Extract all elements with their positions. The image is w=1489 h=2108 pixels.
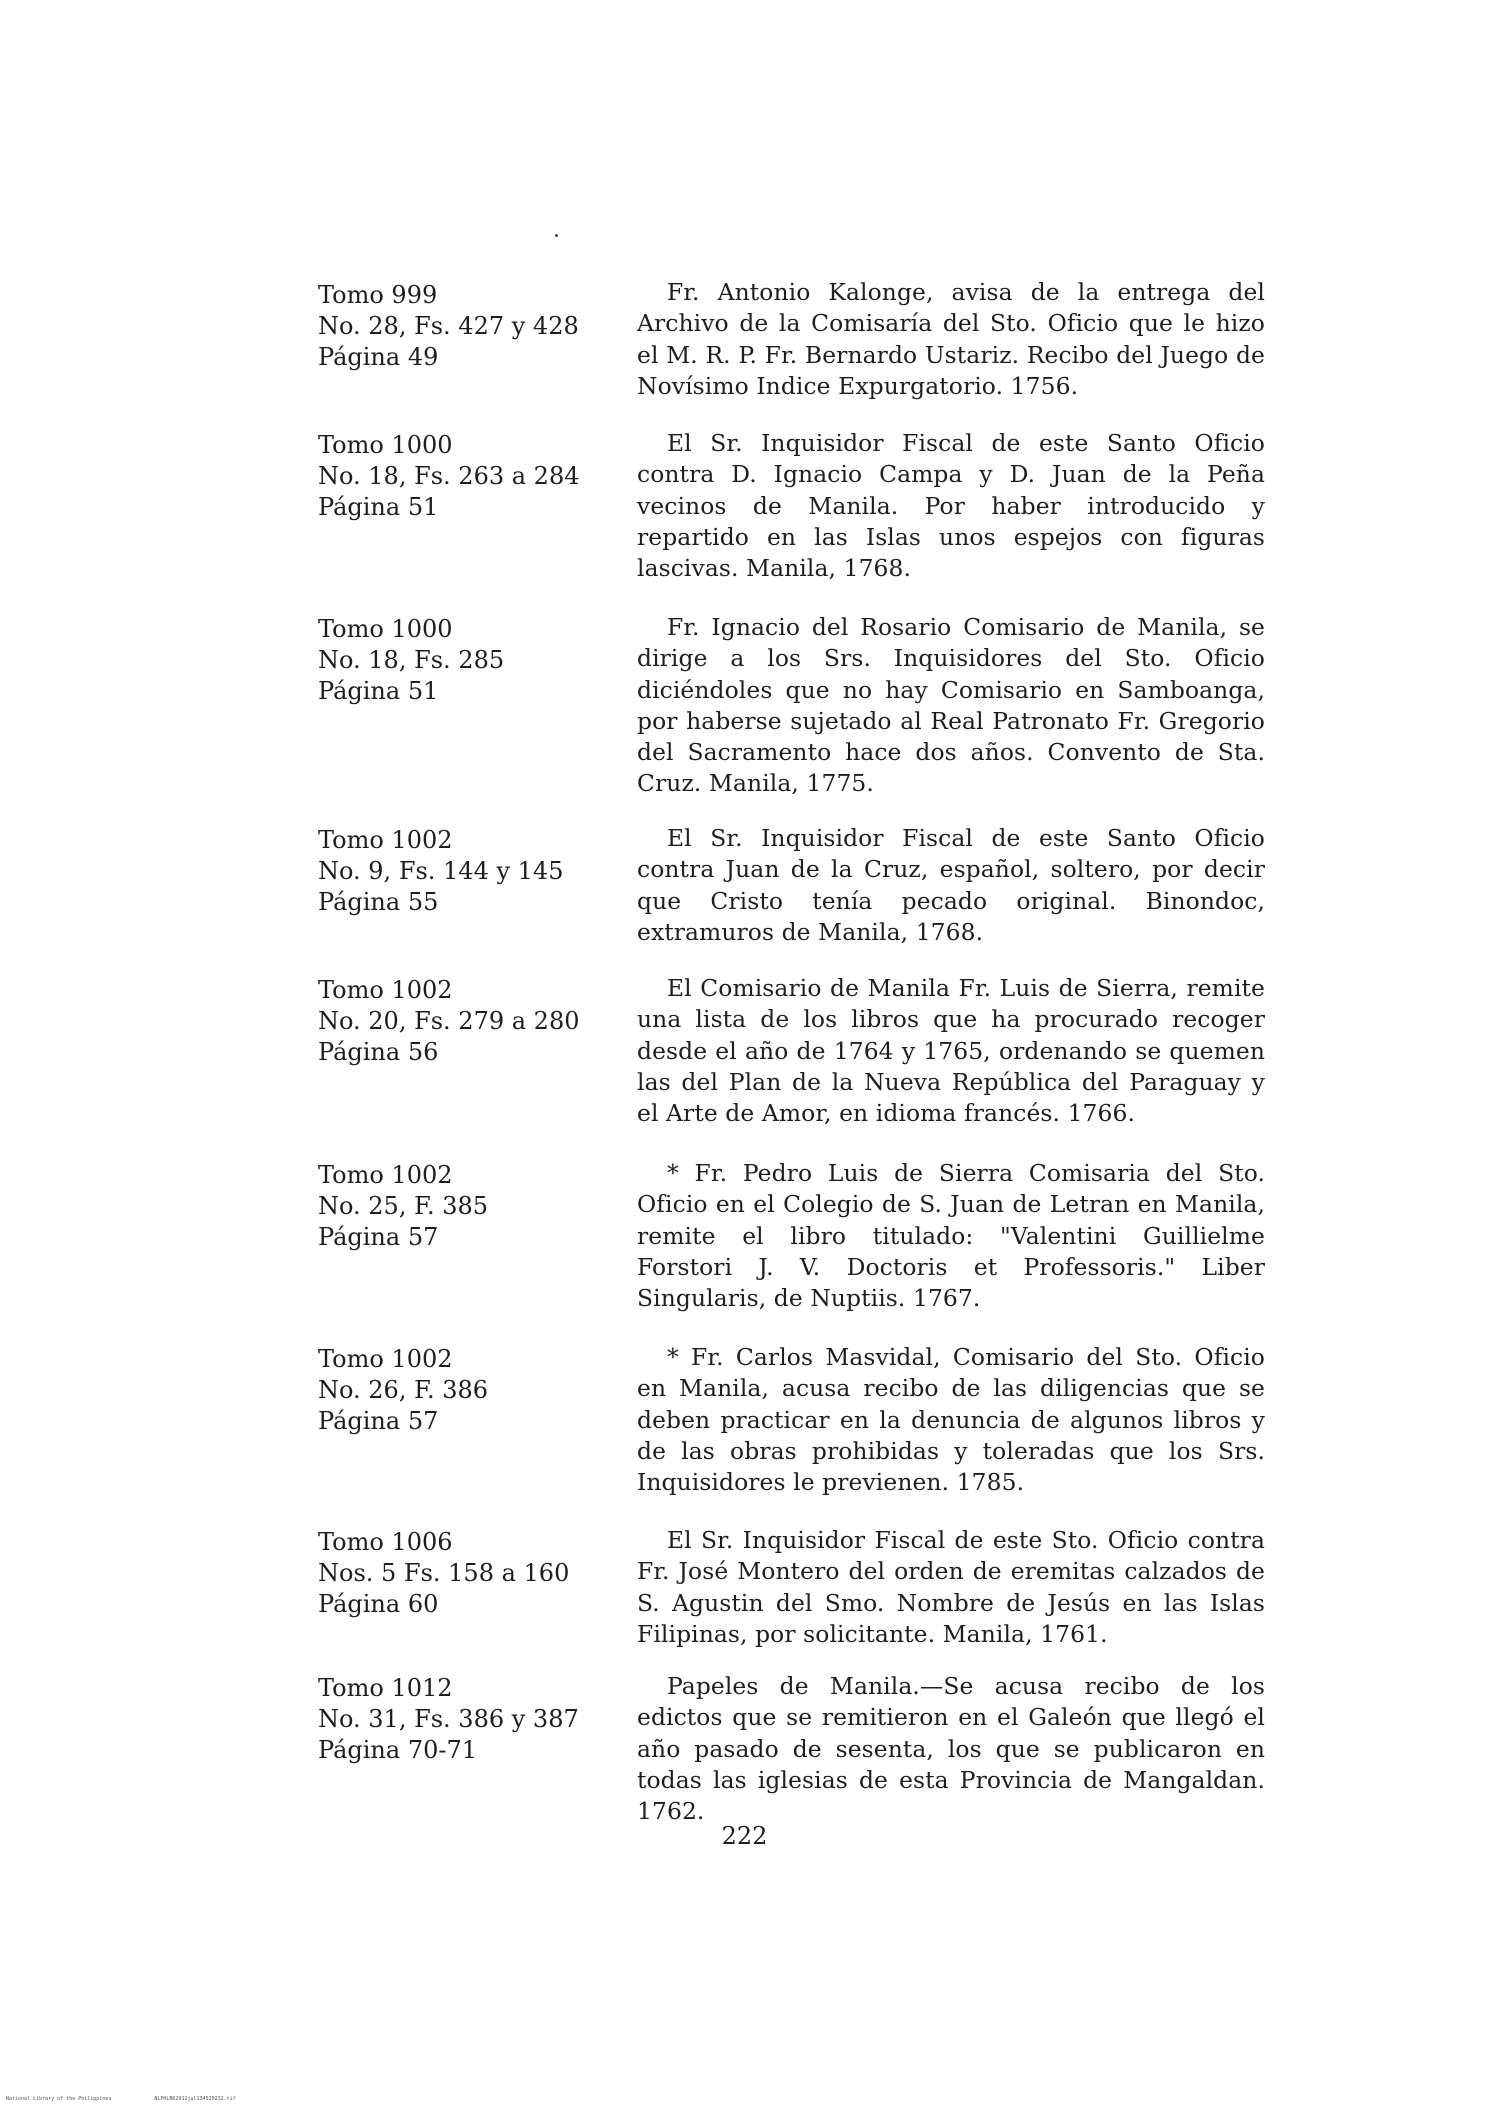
pagina-line: Página 70-71	[318, 1736, 477, 1764]
folio-line: No. 20, Fs. 279 a 280	[318, 1007, 580, 1035]
pagina-line: Página 57	[318, 1407, 439, 1435]
entry-description: * Fr. Pedro Luis de Sierra Comisaria del Sto. Oficio en el Colegio de S. Juan de Letran en Manila, remite el libro titulado: "Valentini Guillielme Forstori J. V. Doctoris et Professoris." Liber Singularis, de Nuptiis. 1767.	[637, 1159, 1265, 1313]
entry-description: El Comisario de Manila Fr. Luis de Sierra, remite una lista de los libros que ha procurado recoger desde el año de 1764 y 1765, ordenando se quemen las del Plan de la Nueva República del Paraguay y el Arte de Amor, en idioma francés. 1766.	[637, 974, 1265, 1128]
tomo-line: Tomo 999	[318, 281, 438, 309]
entry-description: El Sr. Inquisidor Fiscal de este Sto. Oficio contra Fr. José Montero del orden de eremitas calzados de S. Agustin del Smo. Nombre de Jesús en las Islas Filipinas, por solicitante. Manila, 1761.	[637, 1526, 1265, 1648]
pagina-line: Página 60	[318, 1590, 439, 1618]
folio-line: No. 18, Fs. 263 a 284	[318, 462, 580, 490]
entry-reference	[318, 1344, 618, 1437]
entry-reference	[318, 1527, 618, 1620]
folio-line: No. 9, Fs. 144 y 145	[318, 857, 564, 885]
entry-reference	[318, 825, 618, 918]
tomo-line: Tomo 1002	[318, 826, 453, 854]
page-speck	[555, 234, 558, 237]
tomo-line: Tomo 1002	[318, 1161, 453, 1189]
entry-reference	[318, 975, 618, 1068]
folio-line: No. 28, Fs. 427 y 428	[318, 312, 579, 340]
tomo-line: Tomo 1006	[318, 1528, 453, 1556]
pagina-line: Página 56	[318, 1038, 439, 1066]
entry-reference	[318, 1160, 618, 1253]
folio-line: No. 26, F. 386	[318, 1376, 489, 1404]
page-number: 222	[721, 1822, 768, 1850]
entry-description: El Sr. Inquisidor Fiscal de este Santo Oficio contra D. Ignacio Campa y D. Juan de la Peña vecinos de Manila. Por haber introducido y repartido en las Islas unos espejos con figuras lascivas. Manila, 1768.	[637, 429, 1265, 583]
folio-line: No. 31, Fs. 386 y 387	[318, 1705, 579, 1733]
entry-reference	[318, 1673, 618, 1766]
pagina-line: Página 51	[318, 493, 439, 521]
folio-line: Nos. 5 Fs. 158 a 160	[318, 1559, 570, 1587]
tomo-line: Tomo 1002	[318, 1345, 453, 1373]
folio-line: No. 25, F. 385	[318, 1192, 489, 1220]
entry-description: El Sr. Inquisidor Fiscal de este Santo Oficio contra Juan de la Cruz, español, soltero, por decir que Cristo tenía pecado original. Binondoc, extramuros de Manila, 1768.	[637, 824, 1265, 946]
pagina-line: Página 51	[318, 677, 439, 705]
entry-reference	[318, 614, 618, 707]
tomo-line: Tomo 1000	[318, 615, 453, 643]
entry-description: * Fr. Carlos Masvidal, Comisario del Sto. Oficio en Manila, acusa recibo de las diligencias que se deben practicar en la denuncia de algunos libros y de las obras prohibidas y toleradas que los Srs. Inquisidores le previenen. 1785.	[637, 1343, 1265, 1497]
library-credit: National Library of the Philippines	[6, 2096, 112, 2102]
tomo-line: Tomo 1012	[318, 1674, 453, 1702]
scan-filename: NLPHLBK2012jul134520232.tif	[154, 2096, 236, 2102]
pagina-line: Página 49	[318, 343, 439, 371]
scan-footer	[6, 2096, 276, 2102]
pagina-line: Página 55	[318, 888, 439, 916]
entry-description: Fr. Ignacio del Rosario Comisario de Manila, se dirige a los Srs. Inquisidores del Sto. Oficio diciéndoles que no hay Comisario en Samboanga, por haberse sujetado al Real Patronato Fr. Gregorio del Sacramento hace dos años. Convento de Sta. Cruz. Manila, 1775.	[637, 613, 1265, 798]
entry-description: Fr. Antonio Kalonge, avisa de la entrega del Archivo de la Comisaría del Sto. Oficio que le hizo el M. R. P. Fr. Bernardo Ustariz. Recibo del Juego de Novísimo Indice Expurgatorio. 1756.	[637, 278, 1265, 400]
tomo-line: Tomo 1002	[318, 976, 453, 1004]
entry-reference	[318, 430, 618, 523]
folio-line: No. 18, Fs. 285	[318, 646, 505, 674]
tomo-line: Tomo 1000	[318, 431, 453, 459]
entry-description: Papeles de Manila.—Se acusa recibo de los edictos que se remitieron en el Galeón que llegó el año pasado de sesenta, los que se publicaron en todas las iglesias de esta Provincia de Mangaldan. 1762.	[637, 1672, 1265, 1826]
pagina-line: Página 57	[318, 1223, 439, 1251]
entry-reference	[318, 280, 618, 373]
